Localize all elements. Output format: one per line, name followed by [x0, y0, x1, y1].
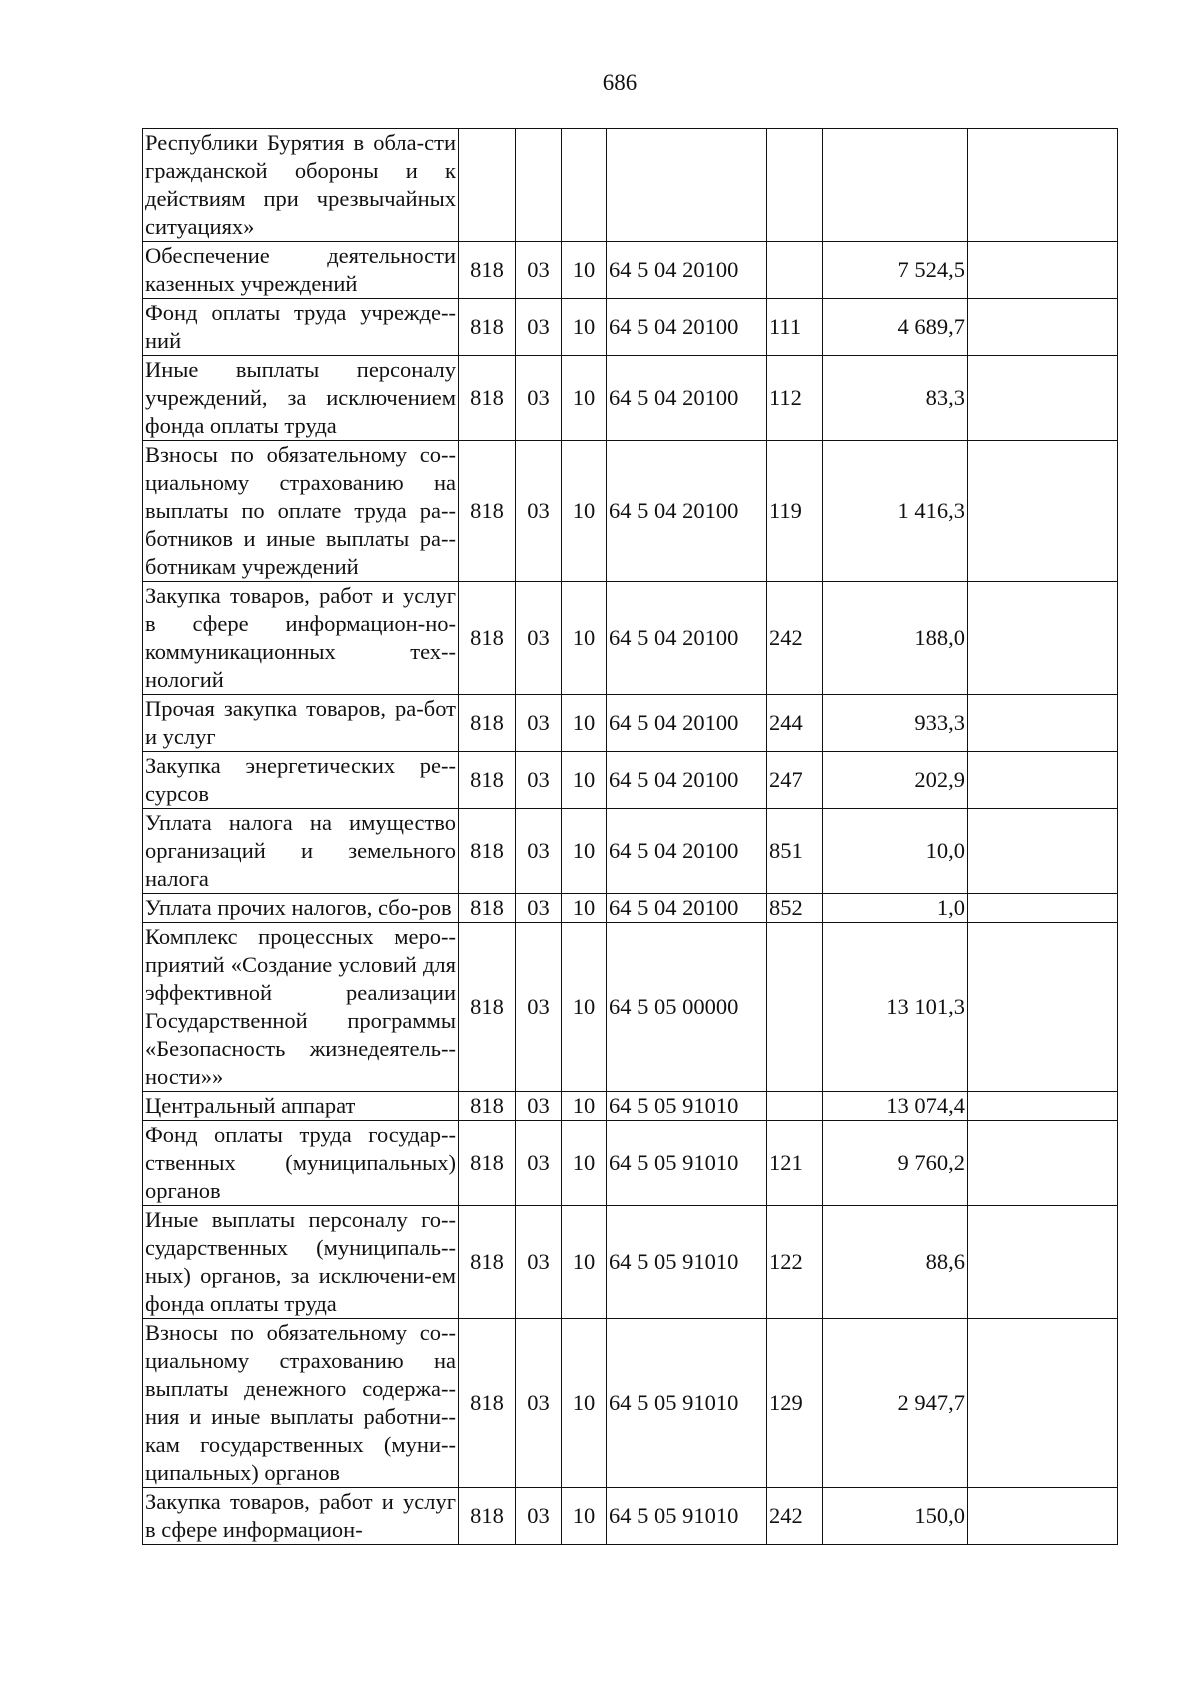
cell-vr: 122: [767, 1206, 823, 1319]
cell-sum: 150,0: [823, 1488, 968, 1545]
cell-sum: 188,0: [823, 582, 968, 695]
cell-extra: [968, 582, 1118, 695]
cell-gr: 818: [459, 1319, 516, 1488]
cell-csr: [607, 129, 767, 242]
table-row: [143, 1206, 1118, 1319]
cell-sum: 7 524,5: [823, 242, 968, 299]
cell-csr: 64 5 04 20100: [607, 582, 767, 695]
cell-name: Уплата прочих налогов, сбо-ров: [143, 894, 459, 923]
cell-gr: 818: [459, 894, 516, 923]
cell-pr: 10: [562, 695, 607, 752]
cell-pr: 10: [562, 582, 607, 695]
cell-pr: 10: [562, 923, 607, 1092]
table-row: [143, 923, 1118, 1092]
cell-rz: 03: [516, 1319, 562, 1488]
cell-name: Взносы по обязательному со-циальному страхованию на выплаты денежного содержа-ния и иные выплаты работни-кам государственных (муни-ципальных) органов: [143, 1319, 459, 1488]
cell-rz: 03: [516, 356, 562, 441]
cell-name: Закупка энергетических ре-сурсов: [143, 752, 459, 809]
cell-pr: 10: [562, 356, 607, 441]
table-row: [143, 1488, 1118, 1545]
cell-name: Республики Бурятия в обла-сти гражданской обороны и к действиям при чрезвычайных ситуациях»: [143, 129, 459, 242]
cell-extra: [968, 1121, 1118, 1206]
cell-pr: 10: [562, 894, 607, 923]
cell-vr: 247: [767, 752, 823, 809]
cell-extra: [968, 1488, 1118, 1545]
cell-rz: [516, 129, 562, 242]
cell-csr: 64 5 05 91010: [607, 1121, 767, 1206]
cell-vr: 121: [767, 1121, 823, 1206]
cell-extra: [968, 1092, 1118, 1121]
table-row: [143, 1319, 1118, 1488]
cell-name: Иные выплаты персоналу учреждений, за исключением фонда оплаты труда: [143, 356, 459, 441]
cell-sum: 83,3: [823, 356, 968, 441]
table-row: [143, 356, 1118, 441]
cell-pr: 10: [562, 1092, 607, 1121]
cell-name: Обеспечение деятельности казенных учреждений: [143, 242, 459, 299]
cell-rz: 03: [516, 1206, 562, 1319]
cell-csr: 64 5 04 20100: [607, 299, 767, 356]
cell-vr: [767, 129, 823, 242]
cell-extra: [968, 923, 1118, 1092]
cell-csr: 64 5 05 00000: [607, 923, 767, 1092]
cell-pr: 10: [562, 1121, 607, 1206]
cell-name: Закупка товаров, работ и услуг в сфере информацион-: [143, 1488, 459, 1545]
table-row: [143, 695, 1118, 752]
table-row: [143, 441, 1118, 582]
cell-pr: 10: [562, 242, 607, 299]
cell-csr: 64 5 04 20100: [607, 356, 767, 441]
table-row: [143, 894, 1118, 923]
cell-gr: 818: [459, 923, 516, 1092]
cell-csr: 64 5 05 91010: [607, 1319, 767, 1488]
table-row: [143, 809, 1118, 894]
cell-pr: 10: [562, 441, 607, 582]
cell-name: Фонд оплаты труда учрежде-ний: [143, 299, 459, 356]
cell-name: Фонд оплаты труда государ-ственных (муниципальных) органов: [143, 1121, 459, 1206]
cell-name: Взносы по обязательному со-циальному страхованию на выплаты по оплате труда ра-ботников и иные выплаты ра-ботникам учреждений: [143, 441, 459, 582]
cell-vr: [767, 923, 823, 1092]
cell-sum: 9 760,2: [823, 1121, 968, 1206]
cell-csr: 64 5 04 20100: [607, 752, 767, 809]
table-body: [143, 129, 1118, 1545]
cell-csr: 64 5 05 91010: [607, 1206, 767, 1319]
cell-gr: 818: [459, 1206, 516, 1319]
cell-extra: [968, 299, 1118, 356]
cell-gr: [459, 129, 516, 242]
cell-name: Центральный аппарат: [143, 1092, 459, 1121]
cell-extra: [968, 809, 1118, 894]
cell-vr: [767, 1092, 823, 1121]
cell-extra: [968, 441, 1118, 582]
table-row: [143, 582, 1118, 695]
table-row: [143, 242, 1118, 299]
cell-sum: 88,6: [823, 1206, 968, 1319]
cell-rz: 03: [516, 809, 562, 894]
cell-rz: 03: [516, 582, 562, 695]
cell-extra: [968, 894, 1118, 923]
cell-gr: 818: [459, 1092, 516, 1121]
cell-vr: 852: [767, 894, 823, 923]
cell-rz: 03: [516, 1121, 562, 1206]
cell-gr: 818: [459, 809, 516, 894]
cell-gr: 818: [459, 356, 516, 441]
cell-rz: 03: [516, 299, 562, 356]
cell-pr: 10: [562, 752, 607, 809]
cell-csr: 64 5 04 20100: [607, 695, 767, 752]
cell-gr: 818: [459, 299, 516, 356]
table-row: [143, 129, 1118, 242]
budget-table: [142, 128, 1118, 1545]
cell-extra: [968, 129, 1118, 242]
cell-gr: 818: [459, 441, 516, 582]
cell-sum: 4 689,7: [823, 299, 968, 356]
cell-rz: 03: [516, 894, 562, 923]
cell-csr: 64 5 04 20100: [607, 894, 767, 923]
cell-name: Закупка товаров, работ и услуг в сфере информацион-но-коммуникационных тех-нологий: [143, 582, 459, 695]
cell-csr: 64 5 05 91010: [607, 1488, 767, 1545]
cell-rz: 03: [516, 1488, 562, 1545]
cell-sum: 202,9: [823, 752, 968, 809]
cell-pr: 10: [562, 299, 607, 356]
cell-extra: [968, 242, 1118, 299]
cell-vr: 111: [767, 299, 823, 356]
cell-sum: 1,0: [823, 894, 968, 923]
page-number: 686: [602, 70, 638, 95]
cell-pr: 10: [562, 1319, 607, 1488]
table-row: [143, 752, 1118, 809]
cell-vr: [767, 242, 823, 299]
cell-vr: 851: [767, 809, 823, 894]
cell-sum: [823, 129, 968, 242]
cell-rz: 03: [516, 441, 562, 582]
cell-pr: 10: [562, 1488, 607, 1545]
cell-rz: 03: [516, 1092, 562, 1121]
cell-csr: 64 5 04 20100: [607, 441, 767, 582]
cell-name: Комплекс процессных меро-приятий «Создание условий для эффективной реализации Государственной программы «Безопасность жизнедеятель-ности»»: [143, 923, 459, 1092]
cell-gr: 818: [459, 242, 516, 299]
cell-vr: 129: [767, 1319, 823, 1488]
cell-sum: 10,0: [823, 809, 968, 894]
cell-sum: 13 074,4: [823, 1092, 968, 1121]
cell-name: Иные выплаты персоналу го-сударственных (муниципаль-ных) органов, за исключени-ем фонда оплаты труда: [143, 1206, 459, 1319]
table-row: [143, 1121, 1118, 1206]
cell-rz: 03: [516, 242, 562, 299]
cell-gr: 818: [459, 695, 516, 752]
cell-sum: 2 947,7: [823, 1319, 968, 1488]
cell-vr: 119: [767, 441, 823, 582]
table-row: [143, 1092, 1118, 1121]
cell-csr: 64 5 04 20100: [607, 242, 767, 299]
cell-rz: 03: [516, 695, 562, 752]
cell-extra: [968, 1206, 1118, 1319]
cell-sum: 933,3: [823, 695, 968, 752]
cell-sum: 1 416,3: [823, 441, 968, 582]
cell-gr: 818: [459, 1488, 516, 1545]
cell-vr: 242: [767, 1488, 823, 1545]
cell-vr: 244: [767, 695, 823, 752]
cell-rz: 03: [516, 752, 562, 809]
cell-csr: 64 5 04 20100: [607, 809, 767, 894]
cell-pr: 10: [562, 1206, 607, 1319]
cell-gr: 818: [459, 582, 516, 695]
cell-extra: [968, 752, 1118, 809]
cell-csr: 64 5 05 91010: [607, 1092, 767, 1121]
cell-name: Прочая закупка товаров, ра-бот и услуг: [143, 695, 459, 752]
cell-sum: 13 101,3: [823, 923, 968, 1092]
table-row: [143, 299, 1118, 356]
cell-gr: 818: [459, 1121, 516, 1206]
cell-rz: 03: [516, 923, 562, 1092]
cell-name: Уплата налога на имущество организаций и земельного налога: [143, 809, 459, 894]
cell-extra: [968, 695, 1118, 752]
cell-vr: 242: [767, 582, 823, 695]
cell-extra: [968, 356, 1118, 441]
cell-pr: [562, 129, 607, 242]
cell-gr: 818: [459, 752, 516, 809]
cell-vr: 112: [767, 356, 823, 441]
cell-pr: 10: [562, 809, 607, 894]
cell-extra: [968, 1319, 1118, 1488]
